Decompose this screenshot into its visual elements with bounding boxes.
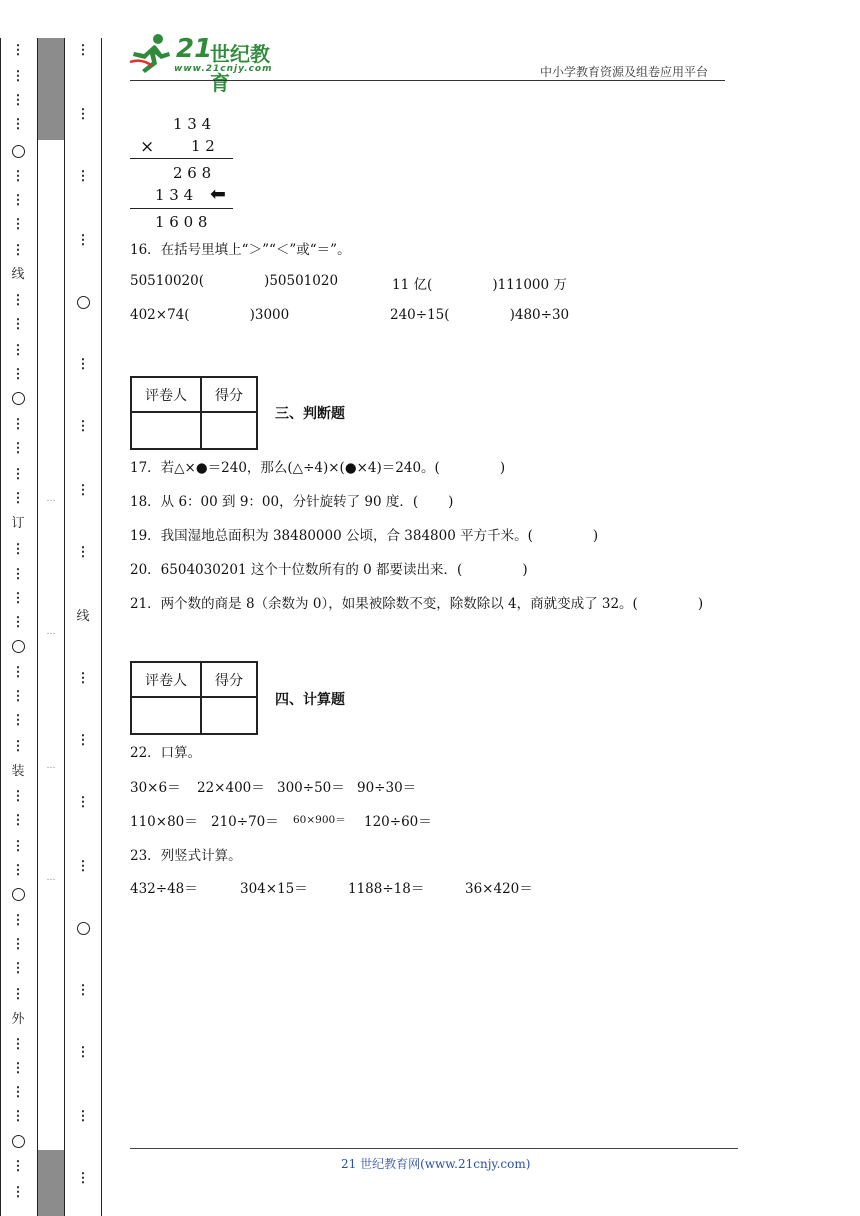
inner-dots: … — [46, 494, 56, 504]
mental-calc-item: 60×900＝ — [293, 814, 346, 826]
dots-separator: ⋮ — [11, 93, 25, 108]
binding-label: 订 — [11, 516, 25, 531]
dots-separator: ⋮ — [76, 107, 90, 122]
dots-separator: ⋮ — [11, 243, 25, 258]
dots-separator: ⋮ — [11, 417, 25, 432]
gray-band-bottom — [38, 1150, 64, 1216]
dots-separator: ⋮ — [11, 713, 25, 728]
circle-icon — [12, 888, 25, 901]
binding-hole — [11, 1135, 25, 1151]
dots-separator: ⋮ — [11, 1109, 25, 1124]
logo — [128, 32, 288, 95]
question-16-c: 402×74( )3000 — [130, 307, 290, 323]
dots-separator: ⋮ — [11, 343, 25, 358]
margin-rule — [0, 38, 1, 1216]
vm-times-sign: × — [140, 137, 155, 157]
dots-separator: ⋮ — [11, 467, 25, 482]
gray-band-top — [38, 38, 64, 140]
circle-icon — [77, 922, 90, 935]
logo-url: www.21cnjy.com — [174, 64, 273, 74]
vm-row-multiplicand: 1 3 4 — [173, 115, 212, 133]
mental-calc-item: 210÷70＝ — [211, 814, 279, 830]
circle-icon — [12, 1135, 25, 1148]
dots-separator: ⋮ — [76, 795, 90, 810]
score-table-section-4 — [130, 661, 258, 735]
question-16-a: 50510020( )50501020 — [130, 273, 339, 289]
dots-separator: ⋮ — [11, 193, 25, 208]
question-16-b: 11 亿( )111000 万 — [392, 277, 567, 293]
dots-separator: ⋮ — [76, 983, 90, 998]
dots-separator: ⋮ — [76, 483, 90, 498]
dots-separator: ⋮ — [11, 293, 25, 308]
dots-separator: ⋮ — [11, 117, 25, 132]
grader-label: 评卷人 — [131, 377, 201, 412]
binding-label: 装 — [11, 764, 25, 779]
mental-calc-item: 110×80＝ — [130, 814, 198, 830]
dots-separator: ⋮ — [11, 591, 25, 606]
dots-separator: ⋮ — [11, 839, 25, 854]
mental-calc-item: 120÷60＝ — [364, 814, 432, 830]
dots-separator: ⋮ — [76, 1109, 90, 1124]
binding-label: 外 — [11, 1012, 25, 1027]
circle-icon — [12, 145, 25, 158]
grader-cell[interactable] — [131, 697, 201, 734]
dots-separator: ⋮ — [11, 542, 25, 557]
binding-hole — [11, 640, 25, 656]
dots-separator: ⋮ — [11, 217, 25, 232]
dots-separator: ⋮ — [11, 1061, 25, 1076]
dots-separator: ⋮ — [76, 1045, 90, 1060]
question-22-title: 22．口算。 — [130, 745, 202, 761]
dots-separator: ⋮ — [11, 665, 25, 680]
vm-rule — [130, 208, 233, 209]
vm-rule — [130, 158, 233, 159]
binding-hole — [11, 145, 25, 161]
vm-product: 1 6 0 8 — [155, 213, 208, 231]
dots-separator: ⋮ — [11, 937, 25, 952]
margin-rule — [101, 38, 102, 1216]
dots-separator: ⋮ — [76, 233, 90, 248]
dots-separator: ⋮ — [11, 69, 25, 84]
dots-separator: ⋮ — [11, 1159, 25, 1174]
inner-dots: … — [46, 873, 56, 883]
column-calc-item: 1188÷18＝ — [348, 881, 425, 897]
circle-icon — [77, 296, 90, 309]
circle-icon — [12, 392, 25, 405]
runner-logo-icon — [128, 32, 174, 74]
binding-hole — [11, 392, 25, 408]
question-20: 20．6504030201 这个十位数所有的 0 都要读出来．( ) — [130, 562, 528, 578]
dots-separator: ⋮ — [11, 913, 25, 928]
dots-separator: ⋮ — [76, 1171, 90, 1186]
dots-separator: ⋮ — [76, 859, 90, 874]
inner-dots: … — [46, 627, 56, 637]
dots-separator: ⋮ — [76, 169, 90, 184]
binding-hole — [76, 296, 90, 312]
score-table-section-3 — [130, 376, 258, 450]
mental-calc-item: 22×400＝ — [197, 780, 265, 796]
header-rule — [130, 80, 725, 81]
margin-rule — [37, 38, 38, 1216]
column-calc-item: 36×420＝ — [465, 881, 533, 897]
column-calc-item: 304×15＝ — [240, 881, 308, 897]
mental-calc-item: 300÷50＝ — [277, 780, 345, 796]
dots-separator: ⋮ — [11, 987, 25, 1002]
dots-separator: ⋮ — [11, 615, 25, 630]
question-18: 18．从 6：00 到 9：00，分针旋转了 90 度．( ) — [130, 494, 454, 510]
binding-hole — [11, 888, 25, 904]
dots-separator: ⋮ — [11, 789, 25, 804]
grader-cell[interactable] — [131, 412, 201, 449]
circle-icon — [12, 640, 25, 653]
dots-separator: ⋮ — [76, 671, 90, 686]
arrow-left-icon: ⬅ — [210, 183, 226, 205]
mental-calc-item: 90÷30＝ — [357, 780, 417, 796]
dots-separator: ⋮ — [11, 813, 25, 828]
dots-separator: ⋮ — [76, 43, 90, 58]
score-cell[interactable] — [201, 412, 257, 449]
binding-label: 线 — [11, 267, 25, 282]
question-16-d: 240÷15( )480÷30 — [390, 307, 570, 323]
dots-separator: ⋮ — [76, 357, 90, 372]
header-platform-text: 中小学教育资源及组卷应用平台 — [540, 65, 709, 79]
footer-text: 21 世纪教育网(www.21cnjy.com) — [341, 1157, 531, 1171]
vm-partial-1: 2 6 8 — [173, 164, 212, 182]
dots-separator: ⋮ — [11, 441, 25, 456]
logo-title: 世纪教育 — [210, 42, 270, 95]
dots-separator: ⋮ — [76, 545, 90, 560]
question-19: 19．我国湿地总面积为 38480000 公顷，合 384800 平方千米。( ) — [130, 528, 599, 544]
grader-label: 评卷人 — [131, 662, 201, 697]
dots-separator: ⋮ — [11, 739, 25, 754]
question-17: 17．若△×●＝240，那么(△÷4)×(●×4)＝240。( ) — [130, 460, 506, 476]
dots-separator: ⋮ — [11, 1037, 25, 1052]
dots-separator: ⋮ — [11, 863, 25, 878]
question-21: 21．两个数的商是 8（余数为 0），如果被除数不变，除数除以 4，商就变成了 32。( ) — [130, 596, 704, 612]
binding-label: 线 — [76, 609, 90, 624]
section-4-title: 四、计算题 — [275, 692, 345, 708]
dots-separator: ⋮ — [11, 491, 25, 506]
score-label: 得分 — [201, 662, 257, 697]
vm-partial-2: 1 3 4 — [155, 186, 194, 204]
margin-rule — [64, 38, 65, 1216]
question-16-title: 16．在括号里填上“＞”“＜”或“＝”。 — [130, 242, 351, 258]
inner-dots: … — [46, 761, 56, 771]
mental-calc-item: 30×6＝ — [130, 780, 181, 796]
dots-separator: ⋮ — [76, 419, 90, 434]
dots-separator: ⋮ — [11, 169, 25, 184]
dots-separator: ⋮ — [11, 689, 25, 704]
score-cell[interactable] — [201, 697, 257, 734]
dots-separator: ⋮ — [11, 43, 25, 58]
dots-separator: ⋮ — [11, 367, 25, 382]
column-calc-item: 432÷48＝ — [130, 881, 198, 897]
vm-row-multiplier: 1 2 — [191, 137, 215, 155]
dots-separator: ⋮ — [11, 1085, 25, 1100]
dots-separator: ⋮ — [11, 317, 25, 332]
logo-number: 21 — [176, 34, 213, 64]
dots-separator: ⋮ — [11, 961, 25, 976]
dots-separator: ⋮ — [11, 1185, 25, 1200]
score-label: 得分 — [201, 377, 257, 412]
question-23-title: 23．列竖式计算。 — [130, 848, 242, 864]
section-3-title: 三、判断题 — [275, 406, 345, 422]
footer-rule — [130, 1148, 738, 1149]
dots-separator: ⋮ — [76, 733, 90, 748]
dots-separator: ⋮ — [11, 567, 25, 582]
binding-hole — [76, 922, 90, 938]
